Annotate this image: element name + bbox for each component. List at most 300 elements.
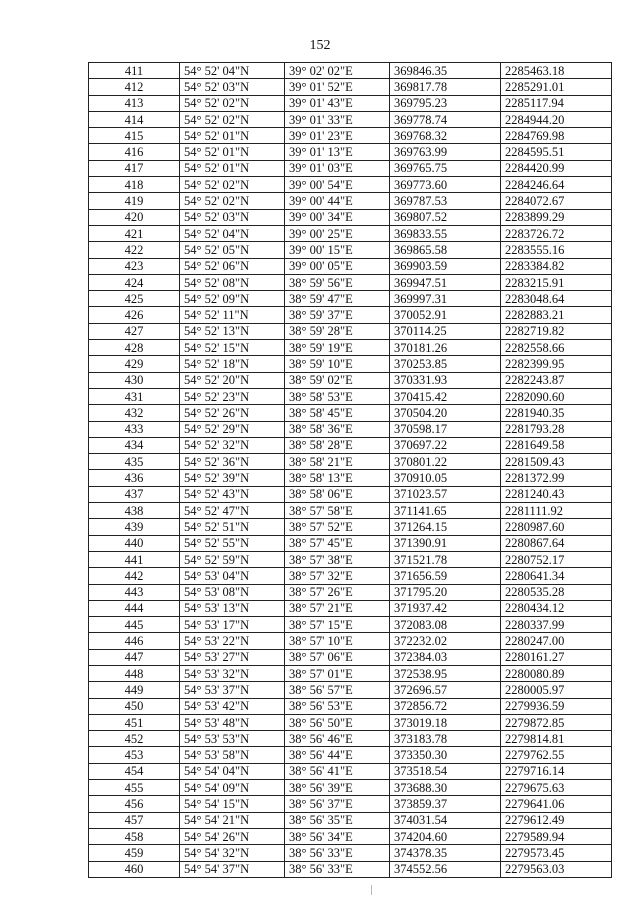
point-number-cell: 441 bbox=[89, 551, 180, 567]
y-coordinate-cell: 2285117.94 bbox=[501, 95, 612, 111]
latitude-cell: 54° 52' 59"N bbox=[180, 551, 285, 567]
longitude-cell: 38° 56' 33"E bbox=[285, 861, 390, 877]
longitude-cell: 38° 57' 10"E bbox=[285, 633, 390, 649]
latitude-cell: 54° 52' 29"N bbox=[180, 421, 285, 437]
table-row bbox=[89, 144, 612, 160]
y-coordinate-cell: 2280337.99 bbox=[501, 617, 612, 633]
latitude-cell: 54° 52' 01"N bbox=[180, 160, 285, 176]
table-row bbox=[89, 861, 612, 877]
y-coordinate-cell: 2279573.45 bbox=[501, 845, 612, 861]
point-number-cell: 414 bbox=[89, 111, 180, 127]
x-coordinate-cell: 374031.54 bbox=[390, 812, 501, 828]
y-coordinate-cell: 2282399.95 bbox=[501, 356, 612, 372]
latitude-cell: 54° 52' 05"N bbox=[180, 242, 285, 258]
table-row bbox=[89, 503, 612, 519]
table-row bbox=[89, 698, 612, 714]
table-row bbox=[89, 323, 612, 339]
x-coordinate-cell: 370415.42 bbox=[390, 388, 501, 404]
y-coordinate-cell: 2279872.85 bbox=[501, 714, 612, 730]
point-number-cell: 431 bbox=[89, 388, 180, 404]
x-coordinate-cell: 369773.60 bbox=[390, 177, 501, 193]
longitude-cell: 38° 59' 37"E bbox=[285, 307, 390, 323]
point-number-cell: 430 bbox=[89, 372, 180, 388]
longitude-cell: 38° 58' 53"E bbox=[285, 388, 390, 404]
latitude-cell: 54° 52' 36"N bbox=[180, 454, 285, 470]
x-coordinate-cell: 369763.99 bbox=[390, 144, 501, 160]
x-coordinate-cell: 369846.35 bbox=[390, 63, 501, 79]
x-coordinate-cell: 369765.75 bbox=[390, 160, 501, 176]
table-row bbox=[89, 535, 612, 551]
scan-mark bbox=[371, 885, 372, 895]
y-coordinate-cell: 2284420.99 bbox=[501, 160, 612, 176]
y-coordinate-cell: 2282883.21 bbox=[501, 307, 612, 323]
table-row bbox=[89, 356, 612, 372]
latitude-cell: 54° 54' 32"N bbox=[180, 845, 285, 861]
latitude-cell: 54° 53' 22"N bbox=[180, 633, 285, 649]
latitude-cell: 54° 54' 21"N bbox=[180, 812, 285, 828]
latitude-cell: 54° 53' 53"N bbox=[180, 731, 285, 747]
x-coordinate-cell: 369903.59 bbox=[390, 258, 501, 274]
x-coordinate-cell: 369795.23 bbox=[390, 95, 501, 111]
table-row bbox=[89, 242, 612, 258]
point-number-cell: 412 bbox=[89, 79, 180, 95]
x-coordinate-cell: 370181.26 bbox=[390, 340, 501, 356]
x-coordinate-cell: 372696.57 bbox=[390, 682, 501, 698]
longitude-cell: 39° 00' 34"E bbox=[285, 209, 390, 225]
point-number-cell: 428 bbox=[89, 340, 180, 356]
table-row bbox=[89, 405, 612, 421]
longitude-cell: 38° 56' 57"E bbox=[285, 682, 390, 698]
table-row bbox=[89, 160, 612, 176]
x-coordinate-cell: 373688.30 bbox=[390, 780, 501, 796]
table-row bbox=[89, 747, 612, 763]
point-number-cell: 419 bbox=[89, 193, 180, 209]
table-row bbox=[89, 665, 612, 681]
x-coordinate-cell: 371390.91 bbox=[390, 535, 501, 551]
x-coordinate-cell: 369947.51 bbox=[390, 274, 501, 290]
longitude-cell: 38° 56' 34"E bbox=[285, 828, 390, 844]
latitude-cell: 54° 52' 47"N bbox=[180, 503, 285, 519]
table-row bbox=[89, 812, 612, 828]
point-number-cell: 442 bbox=[89, 568, 180, 584]
point-number-cell: 421 bbox=[89, 225, 180, 241]
point-number-cell: 433 bbox=[89, 421, 180, 437]
point-number-cell: 453 bbox=[89, 747, 180, 763]
x-coordinate-cell: 372538.95 bbox=[390, 665, 501, 681]
point-number-cell: 452 bbox=[89, 731, 180, 747]
longitude-cell: 39° 00' 25"E bbox=[285, 225, 390, 241]
y-coordinate-cell: 2283215.91 bbox=[501, 274, 612, 290]
table-row bbox=[89, 225, 612, 241]
table-row bbox=[89, 828, 612, 844]
latitude-cell: 54° 52' 04"N bbox=[180, 225, 285, 241]
longitude-cell: 38° 57' 32"E bbox=[285, 568, 390, 584]
y-coordinate-cell: 2280752.17 bbox=[501, 551, 612, 567]
longitude-cell: 39° 02' 02"E bbox=[285, 63, 390, 79]
latitude-cell: 54° 52' 02"N bbox=[180, 111, 285, 127]
latitude-cell: 54° 53' 48"N bbox=[180, 714, 285, 730]
latitude-cell: 54° 52' 55"N bbox=[180, 535, 285, 551]
table-row bbox=[89, 95, 612, 111]
x-coordinate-cell: 373350.30 bbox=[390, 747, 501, 763]
latitude-cell: 54° 52' 04"N bbox=[180, 63, 285, 79]
latitude-cell: 54° 53' 27"N bbox=[180, 649, 285, 665]
point-number-cell: 413 bbox=[89, 95, 180, 111]
longitude-cell: 38° 57' 15"E bbox=[285, 617, 390, 633]
y-coordinate-cell: 2280535.28 bbox=[501, 584, 612, 600]
y-coordinate-cell: 2282719.82 bbox=[501, 323, 612, 339]
longitude-cell: 38° 59' 56"E bbox=[285, 274, 390, 290]
y-coordinate-cell: 2280987.60 bbox=[501, 519, 612, 535]
longitude-cell: 38° 58' 21"E bbox=[285, 454, 390, 470]
table-row bbox=[89, 177, 612, 193]
table-row bbox=[89, 209, 612, 225]
latitude-cell: 54° 52' 02"N bbox=[180, 193, 285, 209]
table-row bbox=[89, 714, 612, 730]
x-coordinate-cell: 374552.56 bbox=[390, 861, 501, 877]
x-coordinate-cell: 372856.72 bbox=[390, 698, 501, 714]
longitude-cell: 38° 57' 45"E bbox=[285, 535, 390, 551]
table-row bbox=[89, 519, 612, 535]
longitude-cell: 38° 56' 46"E bbox=[285, 731, 390, 747]
table-row bbox=[89, 193, 612, 209]
longitude-cell: 39° 00' 44"E bbox=[285, 193, 390, 209]
latitude-cell: 54° 53' 37"N bbox=[180, 682, 285, 698]
y-coordinate-cell: 2279612.49 bbox=[501, 812, 612, 828]
table-row bbox=[89, 421, 612, 437]
point-number-cell: 459 bbox=[89, 845, 180, 861]
latitude-cell: 54° 52' 03"N bbox=[180, 209, 285, 225]
table-row bbox=[89, 388, 612, 404]
table-row bbox=[89, 780, 612, 796]
x-coordinate-cell: 370331.93 bbox=[390, 372, 501, 388]
longitude-cell: 38° 59' 02"E bbox=[285, 372, 390, 388]
y-coordinate-cell: 2285291.01 bbox=[501, 79, 612, 95]
x-coordinate-cell: 369807.52 bbox=[390, 209, 501, 225]
table-row bbox=[89, 584, 612, 600]
x-coordinate-cell: 373859.37 bbox=[390, 796, 501, 812]
longitude-cell: 38° 58' 28"E bbox=[285, 437, 390, 453]
longitude-cell: 39° 01' 23"E bbox=[285, 128, 390, 144]
y-coordinate-cell: 2281372.99 bbox=[501, 470, 612, 486]
x-coordinate-cell: 370697.22 bbox=[390, 437, 501, 453]
point-number-cell: 447 bbox=[89, 649, 180, 665]
latitude-cell: 54° 52' 51"N bbox=[180, 519, 285, 535]
longitude-cell: 38° 56' 53"E bbox=[285, 698, 390, 714]
point-number-cell: 426 bbox=[89, 307, 180, 323]
y-coordinate-cell: 2281509.43 bbox=[501, 454, 612, 470]
latitude-cell: 54° 54' 37"N bbox=[180, 861, 285, 877]
latitude-cell: 54° 54' 15"N bbox=[180, 796, 285, 812]
x-coordinate-cell: 369833.55 bbox=[390, 225, 501, 241]
y-coordinate-cell: 2283048.64 bbox=[501, 291, 612, 307]
point-number-cell: 455 bbox=[89, 780, 180, 796]
table-row bbox=[89, 682, 612, 698]
longitude-cell: 39° 00' 54"E bbox=[285, 177, 390, 193]
x-coordinate-cell: 372232.02 bbox=[390, 633, 501, 649]
latitude-cell: 54° 52' 11"N bbox=[180, 307, 285, 323]
y-coordinate-cell: 2282243.87 bbox=[501, 372, 612, 388]
table-row bbox=[89, 731, 612, 747]
y-coordinate-cell: 2279563.03 bbox=[501, 861, 612, 877]
longitude-cell: 38° 57' 58"E bbox=[285, 503, 390, 519]
y-coordinate-cell: 2282090.60 bbox=[501, 388, 612, 404]
point-number-cell: 423 bbox=[89, 258, 180, 274]
table-row bbox=[89, 291, 612, 307]
longitude-cell: 38° 59' 28"E bbox=[285, 323, 390, 339]
longitude-cell: 39° 01' 03"E bbox=[285, 160, 390, 176]
latitude-cell: 54° 52' 06"N bbox=[180, 258, 285, 274]
table-row bbox=[89, 600, 612, 616]
y-coordinate-cell: 2282558.66 bbox=[501, 340, 612, 356]
y-coordinate-cell: 2279716.14 bbox=[501, 763, 612, 779]
point-number-cell: 435 bbox=[89, 454, 180, 470]
latitude-cell: 54° 52' 20"N bbox=[180, 372, 285, 388]
longitude-cell: 38° 56' 41"E bbox=[285, 763, 390, 779]
y-coordinate-cell: 2281649.58 bbox=[501, 437, 612, 453]
y-coordinate-cell: 2280005.97 bbox=[501, 682, 612, 698]
point-number-cell: 429 bbox=[89, 356, 180, 372]
point-number-cell: 420 bbox=[89, 209, 180, 225]
x-coordinate-cell: 374378.35 bbox=[390, 845, 501, 861]
table-row bbox=[89, 79, 612, 95]
point-number-cell: 417 bbox=[89, 160, 180, 176]
latitude-cell: 54° 52' 09"N bbox=[180, 291, 285, 307]
longitude-cell: 39° 01' 52"E bbox=[285, 79, 390, 95]
x-coordinate-cell: 372384.03 bbox=[390, 649, 501, 665]
y-coordinate-cell: 2284769.98 bbox=[501, 128, 612, 144]
table-row bbox=[89, 307, 612, 323]
latitude-cell: 54° 52' 01"N bbox=[180, 144, 285, 160]
longitude-cell: 38° 56' 35"E bbox=[285, 812, 390, 828]
x-coordinate-cell: 369865.58 bbox=[390, 242, 501, 258]
latitude-cell: 54° 52' 23"N bbox=[180, 388, 285, 404]
point-number-cell: 448 bbox=[89, 665, 180, 681]
point-number-cell: 432 bbox=[89, 405, 180, 421]
point-number-cell: 439 bbox=[89, 519, 180, 535]
latitude-cell: 54° 53' 32"N bbox=[180, 665, 285, 681]
latitude-cell: 54° 52' 26"N bbox=[180, 405, 285, 421]
y-coordinate-cell: 2281793.28 bbox=[501, 421, 612, 437]
latitude-cell: 54° 52' 32"N bbox=[180, 437, 285, 453]
longitude-cell: 39° 01' 43"E bbox=[285, 95, 390, 111]
point-number-cell: 449 bbox=[89, 682, 180, 698]
longitude-cell: 38° 56' 37"E bbox=[285, 796, 390, 812]
x-coordinate-cell: 371937.42 bbox=[390, 600, 501, 616]
longitude-cell: 38° 57' 21"E bbox=[285, 600, 390, 616]
longitude-cell: 39° 01' 13"E bbox=[285, 144, 390, 160]
latitude-cell: 54° 52' 15"N bbox=[180, 340, 285, 356]
y-coordinate-cell: 2283726.72 bbox=[501, 225, 612, 241]
table-row bbox=[89, 845, 612, 861]
latitude-cell: 54° 52' 01"N bbox=[180, 128, 285, 144]
longitude-cell: 39° 00' 05"E bbox=[285, 258, 390, 274]
longitude-cell: 38° 58' 36"E bbox=[285, 421, 390, 437]
y-coordinate-cell: 2280161.27 bbox=[501, 649, 612, 665]
x-coordinate-cell: 373019.18 bbox=[390, 714, 501, 730]
longitude-cell: 38° 57' 01"E bbox=[285, 665, 390, 681]
longitude-cell: 38° 59' 47"E bbox=[285, 291, 390, 307]
coordinates-table bbox=[88, 62, 612, 878]
point-number-cell: 416 bbox=[89, 144, 180, 160]
latitude-cell: 54° 53' 17"N bbox=[180, 617, 285, 633]
point-number-cell: 443 bbox=[89, 584, 180, 600]
point-number-cell: 425 bbox=[89, 291, 180, 307]
latitude-cell: 54° 54' 09"N bbox=[180, 780, 285, 796]
y-coordinate-cell: 2284944.20 bbox=[501, 111, 612, 127]
x-coordinate-cell: 370910.05 bbox=[390, 470, 501, 486]
x-coordinate-cell: 373518.54 bbox=[390, 763, 501, 779]
longitude-cell: 39° 00' 15"E bbox=[285, 242, 390, 258]
coordinates-table-body bbox=[89, 63, 612, 878]
y-coordinate-cell: 2285463.18 bbox=[501, 63, 612, 79]
point-number-cell: 437 bbox=[89, 486, 180, 502]
latitude-cell: 54° 52' 43"N bbox=[180, 486, 285, 502]
x-coordinate-cell: 371795.20 bbox=[390, 584, 501, 600]
point-number-cell: 440 bbox=[89, 535, 180, 551]
longitude-cell: 38° 59' 19"E bbox=[285, 340, 390, 356]
x-coordinate-cell: 371264.15 bbox=[390, 519, 501, 535]
page-number: 152 bbox=[309, 38, 331, 53]
point-number-cell: 424 bbox=[89, 274, 180, 290]
table-row bbox=[89, 796, 612, 812]
longitude-cell: 38° 57' 38"E bbox=[285, 551, 390, 567]
latitude-cell: 54° 53' 13"N bbox=[180, 600, 285, 616]
y-coordinate-cell: 2279675.63 bbox=[501, 780, 612, 796]
point-number-cell: 457 bbox=[89, 812, 180, 828]
point-number-cell: 422 bbox=[89, 242, 180, 258]
point-number-cell: 450 bbox=[89, 698, 180, 714]
x-coordinate-cell: 370504.20 bbox=[390, 405, 501, 421]
y-coordinate-cell: 2284072.67 bbox=[501, 193, 612, 209]
longitude-cell: 38° 58' 06"E bbox=[285, 486, 390, 502]
point-number-cell: 456 bbox=[89, 796, 180, 812]
table-row bbox=[89, 372, 612, 388]
y-coordinate-cell: 2280867.64 bbox=[501, 535, 612, 551]
table-row bbox=[89, 763, 612, 779]
point-number-cell: 418 bbox=[89, 177, 180, 193]
longitude-cell: 38° 57' 06"E bbox=[285, 649, 390, 665]
x-coordinate-cell: 369997.31 bbox=[390, 291, 501, 307]
latitude-cell: 54° 52' 39"N bbox=[180, 470, 285, 486]
y-coordinate-cell: 2283555.16 bbox=[501, 242, 612, 258]
table-row bbox=[89, 454, 612, 470]
y-coordinate-cell: 2279936.59 bbox=[501, 698, 612, 714]
y-coordinate-cell: 2283899.29 bbox=[501, 209, 612, 225]
longitude-cell: 38° 56' 33"E bbox=[285, 845, 390, 861]
longitude-cell: 39° 01' 33"E bbox=[285, 111, 390, 127]
longitude-cell: 38° 59' 10"E bbox=[285, 356, 390, 372]
x-coordinate-cell: 370114.25 bbox=[390, 323, 501, 339]
y-coordinate-cell: 2279641.06 bbox=[501, 796, 612, 812]
table-row bbox=[89, 551, 612, 567]
x-coordinate-cell: 371141.65 bbox=[390, 503, 501, 519]
longitude-cell: 38° 56' 44"E bbox=[285, 747, 390, 763]
longitude-cell: 38° 57' 26"E bbox=[285, 584, 390, 600]
point-number-cell: 458 bbox=[89, 828, 180, 844]
latitude-cell: 54° 52' 02"N bbox=[180, 177, 285, 193]
latitude-cell: 54° 52' 18"N bbox=[180, 356, 285, 372]
x-coordinate-cell: 371023.57 bbox=[390, 486, 501, 502]
table-row bbox=[89, 486, 612, 502]
y-coordinate-cell: 2279589.94 bbox=[501, 828, 612, 844]
y-coordinate-cell: 2280641.34 bbox=[501, 568, 612, 584]
x-coordinate-cell: 370801.22 bbox=[390, 454, 501, 470]
y-coordinate-cell: 2281111.92 bbox=[501, 503, 612, 519]
point-number-cell: 415 bbox=[89, 128, 180, 144]
point-number-cell: 446 bbox=[89, 633, 180, 649]
latitude-cell: 54° 54' 04"N bbox=[180, 763, 285, 779]
longitude-cell: 38° 56' 39"E bbox=[285, 780, 390, 796]
table-row bbox=[89, 437, 612, 453]
point-number-cell: 451 bbox=[89, 714, 180, 730]
point-number-cell: 411 bbox=[89, 63, 180, 79]
x-coordinate-cell: 370598.17 bbox=[390, 421, 501, 437]
table-row bbox=[89, 617, 612, 633]
y-coordinate-cell: 2284595.51 bbox=[501, 144, 612, 160]
x-coordinate-cell: 372083.08 bbox=[390, 617, 501, 633]
x-coordinate-cell: 371521.78 bbox=[390, 551, 501, 567]
table-row bbox=[89, 258, 612, 274]
y-coordinate-cell: 2283384.82 bbox=[501, 258, 612, 274]
latitude-cell: 54° 53' 58"N bbox=[180, 747, 285, 763]
latitude-cell: 54° 54' 26"N bbox=[180, 828, 285, 844]
table-row bbox=[89, 128, 612, 144]
point-number-cell: 438 bbox=[89, 503, 180, 519]
y-coordinate-cell: 2280080.89 bbox=[501, 665, 612, 681]
latitude-cell: 54° 52' 02"N bbox=[180, 95, 285, 111]
latitude-cell: 54° 52' 13"N bbox=[180, 323, 285, 339]
point-number-cell: 427 bbox=[89, 323, 180, 339]
x-coordinate-cell: 369787.53 bbox=[390, 193, 501, 209]
longitude-cell: 38° 56' 50"E bbox=[285, 714, 390, 730]
point-number-cell: 454 bbox=[89, 763, 180, 779]
x-coordinate-cell: 369817.78 bbox=[390, 79, 501, 95]
table-row bbox=[89, 63, 612, 79]
point-number-cell: 434 bbox=[89, 437, 180, 453]
table-row bbox=[89, 649, 612, 665]
table-row bbox=[89, 568, 612, 584]
point-number-cell: 436 bbox=[89, 470, 180, 486]
latitude-cell: 54° 52' 08"N bbox=[180, 274, 285, 290]
y-coordinate-cell: 2279762.55 bbox=[501, 747, 612, 763]
latitude-cell: 54° 53' 08"N bbox=[180, 584, 285, 600]
longitude-cell: 38° 58' 45"E bbox=[285, 405, 390, 421]
x-coordinate-cell: 371656.59 bbox=[390, 568, 501, 584]
latitude-cell: 54° 53' 04"N bbox=[180, 568, 285, 584]
x-coordinate-cell: 373183.78 bbox=[390, 731, 501, 747]
latitude-cell: 54° 52' 03"N bbox=[180, 79, 285, 95]
table-row bbox=[89, 111, 612, 127]
x-coordinate-cell: 369778.74 bbox=[390, 111, 501, 127]
x-coordinate-cell: 369768.32 bbox=[390, 128, 501, 144]
y-coordinate-cell: 2279814.81 bbox=[501, 731, 612, 747]
x-coordinate-cell: 370052.91 bbox=[390, 307, 501, 323]
table-row bbox=[89, 470, 612, 486]
y-coordinate-cell: 2284246.64 bbox=[501, 177, 612, 193]
y-coordinate-cell: 2281940.35 bbox=[501, 405, 612, 421]
table-row bbox=[89, 633, 612, 649]
y-coordinate-cell: 2280434.12 bbox=[501, 600, 612, 616]
point-number-cell: 444 bbox=[89, 600, 180, 616]
x-coordinate-cell: 370253.85 bbox=[390, 356, 501, 372]
longitude-cell: 38° 58' 13"E bbox=[285, 470, 390, 486]
latitude-cell: 54° 53' 42"N bbox=[180, 698, 285, 714]
y-coordinate-cell: 2280247.00 bbox=[501, 633, 612, 649]
table-row bbox=[89, 340, 612, 356]
x-coordinate-cell: 374204.60 bbox=[390, 828, 501, 844]
longitude-cell: 38° 57' 52"E bbox=[285, 519, 390, 535]
